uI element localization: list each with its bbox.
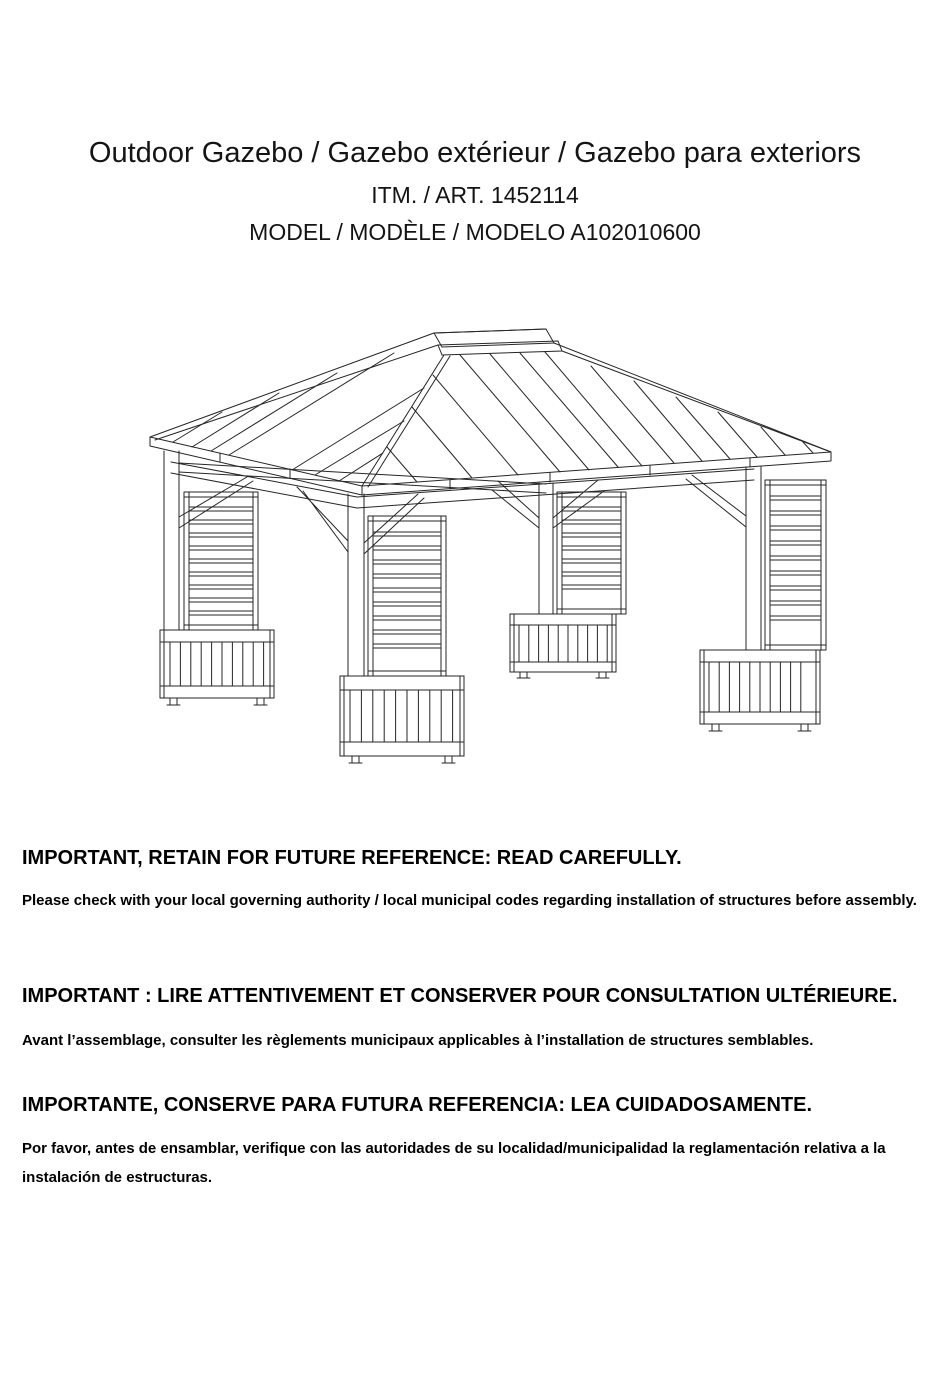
corner-posts [164, 451, 761, 676]
roof-seams-right [387, 352, 813, 482]
lattice-panel-back [557, 492, 626, 614]
planter-box-back [510, 614, 616, 678]
notice-english-body: Please check with your local governing authority / local municipal codes regarding installation of structures before assembly. [22, 892, 917, 909]
knee-braces [179, 475, 746, 554]
planter-box-left [160, 630, 274, 705]
title-block [0, 136, 950, 246]
roof-outline [150, 329, 831, 487]
lattice-panel-right [765, 480, 826, 650]
notice-french-body: Avant l’assemblage, consulter les règlements municipaux applicables à l’installation de structures semblables. [22, 1032, 814, 1049]
product-title: Outdoor Gazebo / Gazebo extérieur / Gazebo para exteriors [88, 137, 862, 169]
roof-seams-left [173, 353, 424, 481]
model-number: MODEL / MODÈLE / MODELO A102010600 [249, 219, 701, 245]
item-number: ITM. / ART. 1452114 [371, 182, 579, 208]
support-beams [171, 462, 754, 508]
notice-english-heading: IMPORTANT, RETAIN FOR FUTURE REFERENCE: READ CAREFULLY. [22, 847, 682, 869]
planter-box-front [340, 676, 464, 763]
notice-spanish-body: Por favor, antes de ensamblar, verifique con las autoridades de su localidad/municipalidad la reglamentación relativa a la instalación de estructuras. [22, 1140, 886, 1186]
planter-box-right [700, 650, 820, 731]
eave-fascia [150, 437, 831, 495]
lattice-panel-front [368, 516, 446, 676]
notice-spanish-heading: IMPORTANTE, CONSERVE PARA FUTURA REFERENCIA: LEA CUIDADOSAMENTE. [22, 1094, 813, 1116]
notice-french-heading: IMPORTANT : LIRE ATTENTIVEMENT ET CONSERVER POUR CONSULTATION ULTÉRIEURE. [22, 985, 898, 1007]
lattice-panel-left [184, 492, 258, 630]
